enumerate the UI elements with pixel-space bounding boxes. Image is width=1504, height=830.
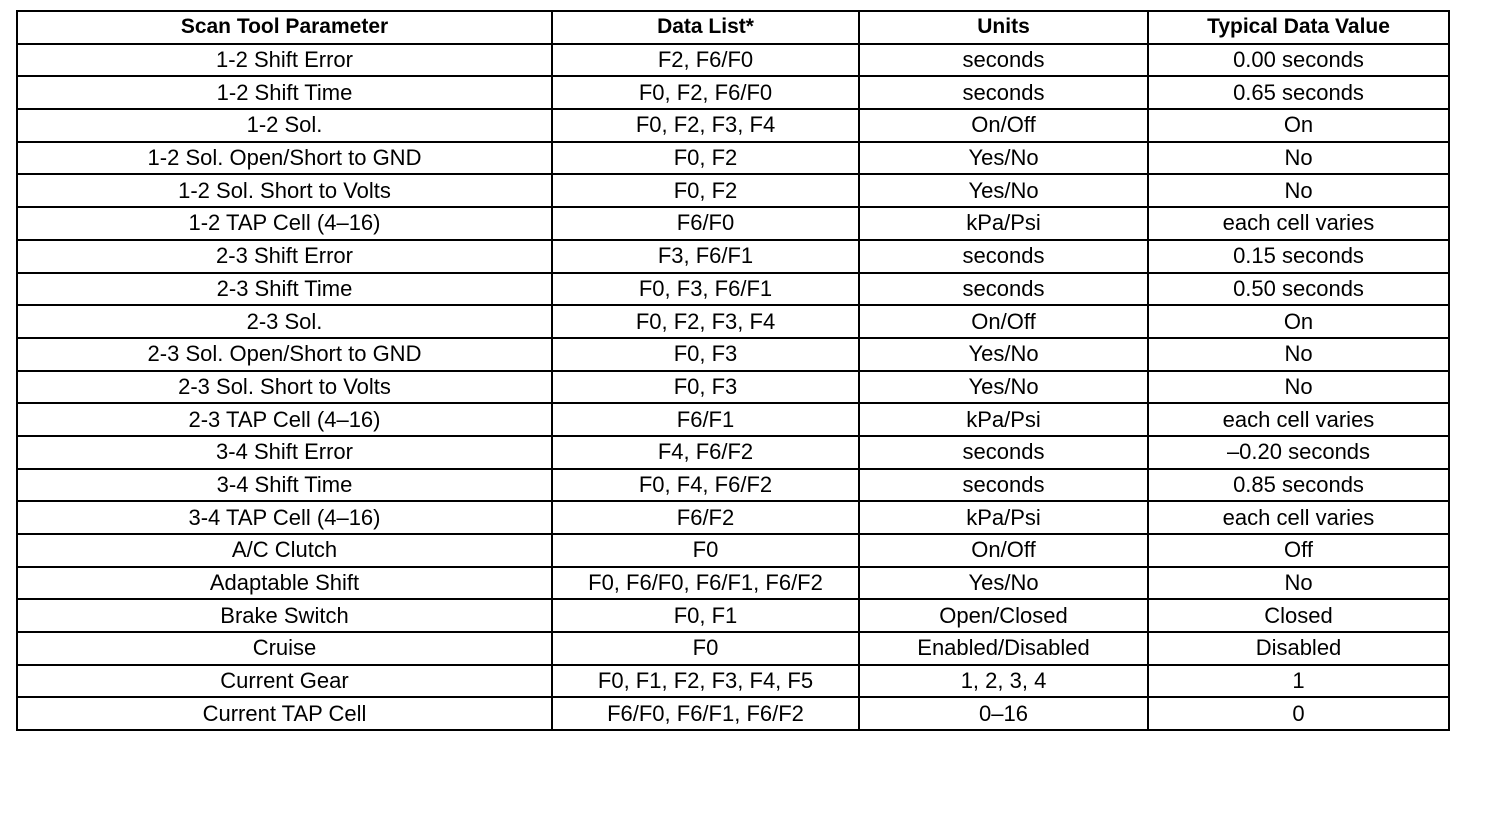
cell-data-list: F0, F4, F6/F2 xyxy=(552,469,859,502)
cell-scan-tool-parameter: 2-3 Sol. Open/Short to GND xyxy=(17,338,552,371)
cell-scan-tool-parameter: 1-2 Shift Time xyxy=(17,76,552,109)
cell-scan-tool-parameter: Cruise xyxy=(17,632,552,665)
table-row xyxy=(17,469,1449,502)
table-row xyxy=(17,142,1449,175)
cell-typical-data-value: No xyxy=(1148,174,1449,207)
cell-units: kPa/Psi xyxy=(859,207,1148,240)
table-row xyxy=(17,76,1449,109)
cell-scan-tool-parameter: 3-4 Shift Time xyxy=(17,469,552,502)
cell-data-list: F0, F3, F6/F1 xyxy=(552,273,859,306)
header-units: Units xyxy=(859,11,1148,44)
table-row xyxy=(17,632,1449,665)
table-row xyxy=(17,207,1449,240)
cell-units: Enabled/Disabled xyxy=(859,632,1148,665)
header-typical-data-value: Typical Data Value xyxy=(1148,11,1449,44)
cell-units: Yes/No xyxy=(859,371,1148,404)
cell-typical-data-value: 0.85 seconds xyxy=(1148,469,1449,502)
cell-scan-tool-parameter: Current TAP Cell xyxy=(17,697,552,730)
cell-data-list: F0, F2, F6/F0 xyxy=(552,76,859,109)
cell-typical-data-value: each cell varies xyxy=(1148,501,1449,534)
table-row xyxy=(17,371,1449,404)
table-row xyxy=(17,109,1449,142)
table-row xyxy=(17,501,1449,534)
table-row xyxy=(17,697,1449,730)
cell-units: seconds xyxy=(859,436,1148,469)
cell-typical-data-value: Off xyxy=(1148,534,1449,567)
table-row xyxy=(17,338,1449,371)
cell-data-list: F0 xyxy=(552,632,859,665)
cell-units: 0–16 xyxy=(859,697,1148,730)
cell-data-list: F6/F2 xyxy=(552,501,859,534)
cell-units: kPa/Psi xyxy=(859,403,1148,436)
cell-typical-data-value: each cell varies xyxy=(1148,207,1449,240)
table-row xyxy=(17,436,1449,469)
cell-typical-data-value: 0 xyxy=(1148,697,1449,730)
cell-units: kPa/Psi xyxy=(859,501,1148,534)
table-header xyxy=(17,11,1449,44)
cell-typical-data-value: each cell varies xyxy=(1148,403,1449,436)
cell-scan-tool-parameter: 1-2 Sol. Short to Volts xyxy=(17,174,552,207)
cell-units: On/Off xyxy=(859,109,1148,142)
cell-scan-tool-parameter: 2-3 TAP Cell (4–16) xyxy=(17,403,552,436)
header-row xyxy=(17,11,1449,44)
cell-scan-tool-parameter: A/C Clutch xyxy=(17,534,552,567)
cell-units: 1, 2, 3, 4 xyxy=(859,665,1148,698)
cell-units: seconds xyxy=(859,76,1148,109)
cell-units: seconds xyxy=(859,44,1148,77)
table-row xyxy=(17,174,1449,207)
cell-units: Yes/No xyxy=(859,174,1148,207)
cell-units: Yes/No xyxy=(859,142,1148,175)
cell-data-list: F6/F0, F6/F1, F6/F2 xyxy=(552,697,859,730)
cell-scan-tool-parameter: 3-4 Shift Error xyxy=(17,436,552,469)
cell-data-list: F0, F3 xyxy=(552,371,859,404)
cell-typical-data-value: No xyxy=(1148,371,1449,404)
cell-typical-data-value: 0.00 seconds xyxy=(1148,44,1449,77)
cell-scan-tool-parameter: 1-2 Sol. xyxy=(17,109,552,142)
table-row xyxy=(17,305,1449,338)
cell-data-list: F0, F2, F3, F4 xyxy=(552,305,859,338)
cell-units: Open/Closed xyxy=(859,599,1148,632)
cell-typical-data-value: 1 xyxy=(1148,665,1449,698)
cell-scan-tool-parameter: Adaptable Shift xyxy=(17,567,552,600)
cell-data-list: F0 xyxy=(552,534,859,567)
cell-scan-tool-parameter: 1-2 Shift Error xyxy=(17,44,552,77)
cell-scan-tool-parameter: 2-3 Shift Error xyxy=(17,240,552,273)
cell-scan-tool-parameter: 3-4 TAP Cell (4–16) xyxy=(17,501,552,534)
cell-scan-tool-parameter: 1-2 Sol. Open/Short to GND xyxy=(17,142,552,175)
cell-data-list: F0, F3 xyxy=(552,338,859,371)
cell-typical-data-value: 0.65 seconds xyxy=(1148,76,1449,109)
cell-data-list: F0, F1 xyxy=(552,599,859,632)
table-row xyxy=(17,273,1449,306)
cell-scan-tool-parameter: 2-3 Sol. xyxy=(17,305,552,338)
cell-data-list: F6/F0 xyxy=(552,207,859,240)
table-row xyxy=(17,240,1449,273)
table-row xyxy=(17,599,1449,632)
cell-units: Yes/No xyxy=(859,567,1148,600)
cell-scan-tool-parameter: 2-3 Shift Time xyxy=(17,273,552,306)
cell-units: seconds xyxy=(859,240,1148,273)
table-row xyxy=(17,403,1449,436)
cell-data-list: F0, F2 xyxy=(552,174,859,207)
cell-data-list: F0, F2 xyxy=(552,142,859,175)
cell-typical-data-value: 0.50 seconds xyxy=(1148,273,1449,306)
cell-units: On/Off xyxy=(859,305,1148,338)
cell-units: seconds xyxy=(859,469,1148,502)
header-data-list: Data List* xyxy=(552,11,859,44)
cell-scan-tool-parameter: 2-3 Sol. Short to Volts xyxy=(17,371,552,404)
cell-data-list: F3, F6/F1 xyxy=(552,240,859,273)
cell-data-list: F6/F1 xyxy=(552,403,859,436)
cell-typical-data-value: Disabled xyxy=(1148,632,1449,665)
header-scan-tool-parameter: Scan Tool Parameter xyxy=(17,11,552,44)
cell-typical-data-value: No xyxy=(1148,338,1449,371)
cell-units: seconds xyxy=(859,273,1148,306)
cell-data-list: F0, F6/F0, F6/F1, F6/F2 xyxy=(552,567,859,600)
cell-scan-tool-parameter: 1-2 TAP Cell (4–16) xyxy=(17,207,552,240)
cell-typical-data-value: No xyxy=(1148,567,1449,600)
table-row xyxy=(17,44,1449,77)
cell-units: On/Off xyxy=(859,534,1148,567)
cell-data-list: F2, F6/F0 xyxy=(552,44,859,77)
table-body xyxy=(17,44,1449,730)
table-row xyxy=(17,567,1449,600)
cell-typical-data-value: On xyxy=(1148,305,1449,338)
cell-data-list: F0, F1, F2, F3, F4, F5 xyxy=(552,665,859,698)
cell-data-list: F4, F6/F2 xyxy=(552,436,859,469)
scan-tool-data-table xyxy=(16,10,1450,731)
cell-typical-data-value: 0.15 seconds xyxy=(1148,240,1449,273)
cell-typical-data-value: –0.20 seconds xyxy=(1148,436,1449,469)
cell-scan-tool-parameter: Current Gear xyxy=(17,665,552,698)
cell-data-list: F0, F2, F3, F4 xyxy=(552,109,859,142)
cell-typical-data-value: On xyxy=(1148,109,1449,142)
cell-units: Yes/No xyxy=(859,338,1148,371)
cell-typical-data-value: No xyxy=(1148,142,1449,175)
cell-typical-data-value: Closed xyxy=(1148,599,1449,632)
cell-scan-tool-parameter: Brake Switch xyxy=(17,599,552,632)
table-row xyxy=(17,534,1449,567)
table-row xyxy=(17,665,1449,698)
